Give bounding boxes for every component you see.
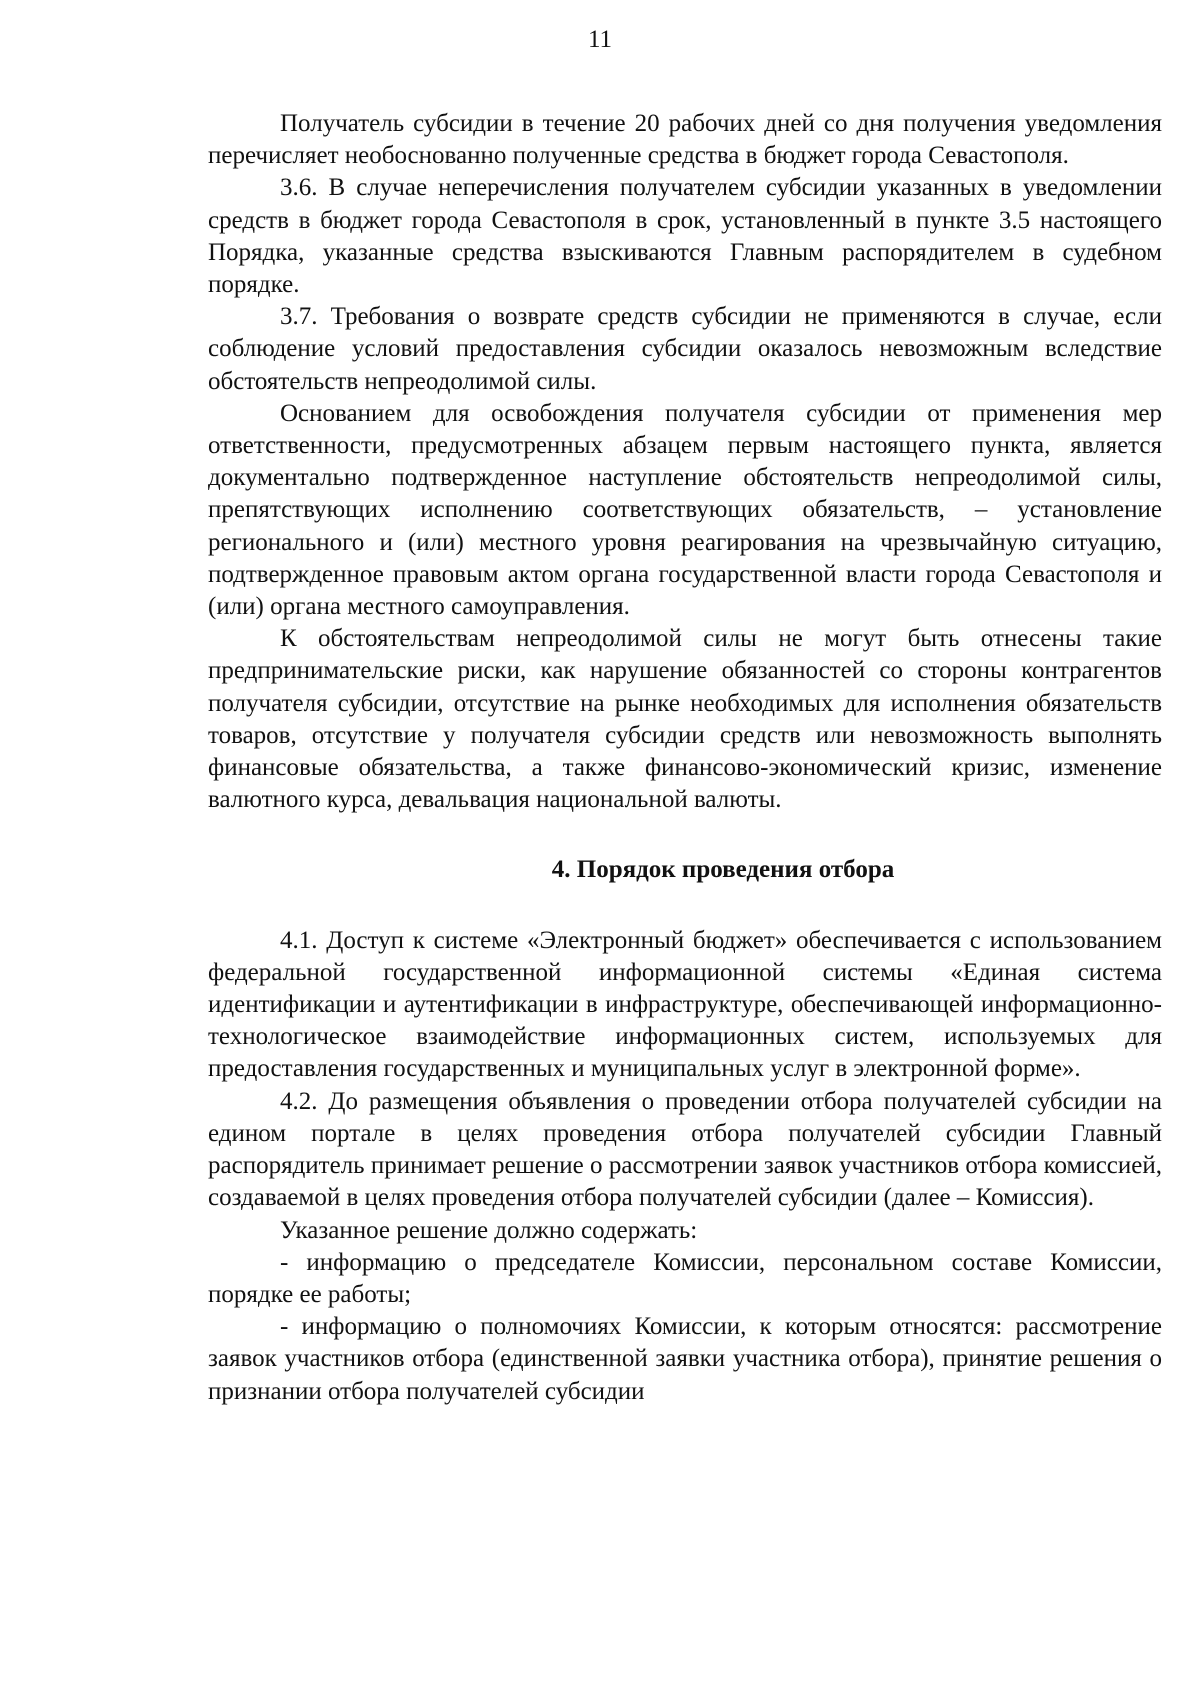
paragraph-4-1: 4.1. Доступ к системе «Электронный бюджет» обеспечивается с использованием федеральной государственной информационной системы «Единая система идентификации и аутентификации в инфраструктуре, обеспечивающей информационно-технологическое взаимодействие информационных систем, используемых для предоставления государственных и муниципальных услуг в электронной форме». [208, 926, 1162, 1083]
section-heading: 4. Порядок проведения отбора [551, 856, 895, 884]
paragraph: Указанное решение должно содержать: [280, 1216, 698, 1244]
paragraph-3-6: 3.6. В случае неперечисления получателем субсидии указанных в уведомлении средств в бюджет города Севастополя в срок, установленный в пункте 3.5 настоящего Порядка, указанные средства взыскиваются Главным распорядителем в судебном порядке. [208, 174, 1162, 299]
paragraph-4-2: 4.2. До размещения объявления о проведении отбора получателей субсидии на едином портале в целях проведения отбора получателей субсидии Главный распорядитель принимает решение о рассмотрении заявок участников отбора комиссией, создаваемой в целях проведения отбора получателей субсидии (далее – Комиссия). [208, 1087, 1162, 1212]
list-item: - информацию о председателе Комиссии, персональном составе Комиссии, порядке ее работы; [208, 1248, 1162, 1308]
paragraph: К обстоятельствам непреодолимой силы не могут быть отнесены такие предпринимательские риски, как нарушение обязанностей со стороны контрагентов получателя субсидии, отсутствие на рынке необходимых для исполнения обязательств товаров, отсутствие у получателя субсидии средств или невозможность выполнять финансовые обязательства, а также финансово-экономический кризис, изменение валютного курса, девальвация национальной валюты. [208, 625, 1162, 814]
page-number: 11 [587, 26, 613, 53]
paragraph: Основанием для освобождения получателя субсидии от применения мер ответственности, предусмотренных абзацем первым настоящего пункта, является документально подтвержденное наступление обстоятельств непреодолимой силы, препятствующих исполнению соответствующих обязательств, – установление регионального и (или) местного уровня реагирования на чрезвычайную ситуацию, подтвержденное правовым актом органа государственной власти города Севастополя и (или) органа местного самоуправления. [208, 399, 1162, 621]
list-item: - информацию о полномочиях Комиссии, к которым относятся: рассмотрение заявок участников отбора (единственной заявки участника отбора), принятие решения о признании отбора получателей субсидии [208, 1313, 1162, 1405]
document-body [208, 108, 1162, 1408]
paragraph-3-7: 3.7. Требования о возврате средств субсидии не применяются в случае, если соблюдение условий предоставления субсидии оказалось невозможным вследствие обстоятельств непреодолимой силы. [208, 303, 1162, 395]
paragraph: Получатель субсидии в течение 20 рабочих дней со дня получения уведомления перечисляет необоснованно полученные средства в бюджет города Севастополя. [208, 110, 1162, 170]
